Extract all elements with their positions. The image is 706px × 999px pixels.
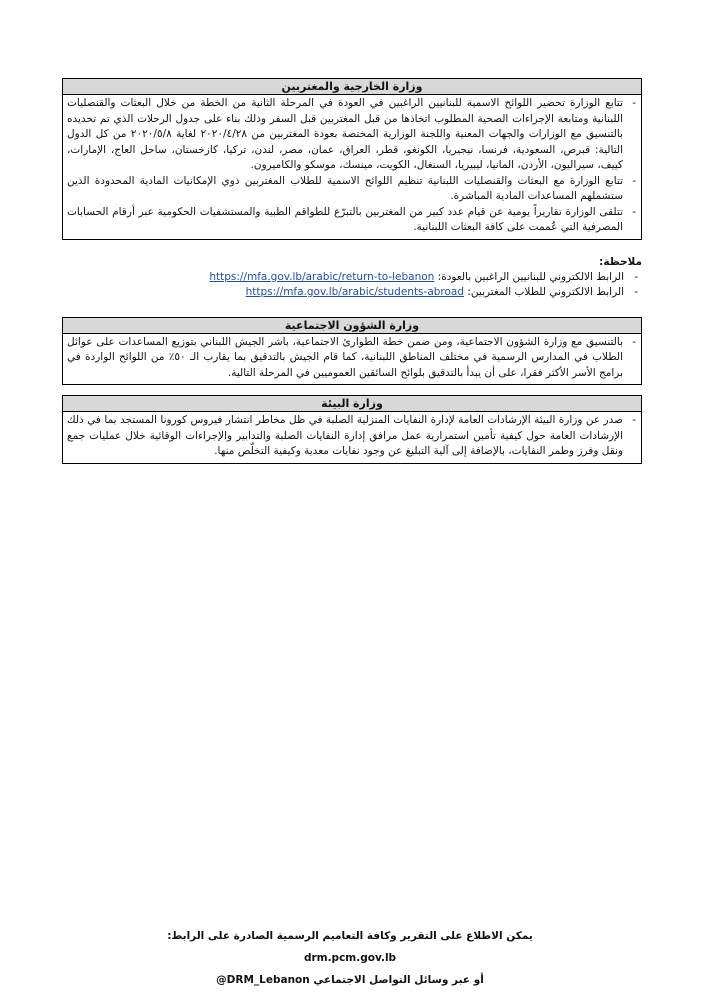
list-item: - تتلقى الوزارة تقاريراً يومية عن قيام عدد كبير من المغتربين بالتبرّع للطواقم الطبية والمستشفيات الحكومية عبر أرقام الحسابات المصرفية التي عُممت على كافة البعثات اللبنانية. [67, 205, 637, 236]
note-link-line [62, 285, 642, 301]
section-body [63, 95, 641, 239]
note-link-label: الرابط الالكتروني للطلاب المغتربين: [467, 286, 624, 298]
website-link[interactable]: drm.pcm.gov.lb [303, 952, 397, 964]
section-title: وزارة الخارجية والمغتربين [63, 79, 641, 95]
list-item: - صدر عن وزارة البيئة الإرشادات العامة لإدارة النفايات المنزلية الصلبة في ظل مخاطر انتشار فيروس كورونا المستجد بما في ذلك الإرشادات العامة حول كيفية تأمين استمرارية عمل مرافق إدارة النفايات الصلبة والتدابير والإجراءات الوقائية خلال عمليات جمع ونقل وفرز وطمر النفايات، بالإضافة إلى آلية التبليغ عن وجود نفايات معدية وكيفية التخلّص منها. [67, 413, 637, 460]
section-social-affairs [62, 317, 642, 386]
section-environment [62, 395, 642, 464]
section-title: وزارة الشؤون الاجتماعية [63, 318, 641, 334]
list-item: - تتابع الوزارة تحضير اللوائح الاسمية للبنانيين الراغبين في العودة في المرحلة الثانية من الخطة من خلال البعثات والقنصليات اللبنانية ومتابعة الإجراءات الصحية المطلوب اتخاذها من قبل المغتربين قبل السفر وذلك بناء على جدول الرحلات الذي تم تحديده بالتنسيق مع الوزارات والجهات المعنية واللجنة الوزارية المختصة بعودة المغتربين من ٢٠٢٠/٤/٢٨ لغاية ٢٠٢٠/٥/٨ من كل الدول التالية: قبرص، السعودية، فرنسا، نيجيريا، الكونغو، قطر، العراق، عمان، مصر، لندن، تركيا، كازخستان، ساحل العاج، الإمارات، كييف، سيراليون، الأردن، المانيا، ليبيريا، السنغال، الكويت، مينسك، موسكو والكاميرون. [67, 96, 637, 174]
footer-line-website [150, 925, 550, 969]
list-item: - بالتنسيق مع وزارة الشؤون الاجتماعية، ومن ضمن خطة الطوارئ الاجتماعية، باشر الجيش اللبناني بتوزيع المساعدات على عوائل الطلاب في المدارس الرسمية في مختلف المناطق اللبنانية، كما قام الجيش بالتدقيق بما يقارب الـ ٥٠٪ من اللوائح الواردة في برامج الأسر الأكثر فقرا، على أن يبدأ بالتدقيق بلوائح السائقين العموميين في المرحلة التالية. [67, 335, 637, 382]
document-page [62, 78, 642, 464]
footer [150, 925, 550, 991]
list-item: - تتابع الوزارة مع البعثات والقنصليات اللبنانية تنظيم اللوائح الاسمية للطلاب المغتربين ذوي الإمكانيات المادية المحدودة الذين ستشملهم المساعدات المادية المباشرة. [67, 174, 637, 205]
note-link-label: الرابط الالكتروني للبنانيين الراغبين بالعودة: [437, 270, 624, 283]
section-body [63, 334, 641, 385]
footer-line-social [150, 969, 550, 991]
footer-text: يمكن الاطلاع على التقرير وكافة التعاميم الرسمية الصادرة على الرابط: [167, 930, 533, 942]
section-foreign-affairs [62, 78, 642, 240]
section-title: وزارة البيئة [63, 396, 641, 412]
section-gap [62, 385, 642, 395]
note-block [62, 254, 642, 301]
note-link-line [62, 270, 642, 286]
section-body [63, 412, 641, 463]
footer-text: أو عبر وسائل التواصل الاجتماعي [313, 974, 484, 986]
social-handle[interactable]: @DRM_Lebanon [216, 974, 310, 986]
note-title: ملاحظة: [599, 255, 642, 268]
students-abroad-link[interactable]: https://mfa.gov.lb/arabic/students-abroad [245, 286, 465, 298]
return-to-lebanon-link[interactable]: https://mfa.gov.lb/arabic/return-to-lebanon [209, 270, 435, 283]
